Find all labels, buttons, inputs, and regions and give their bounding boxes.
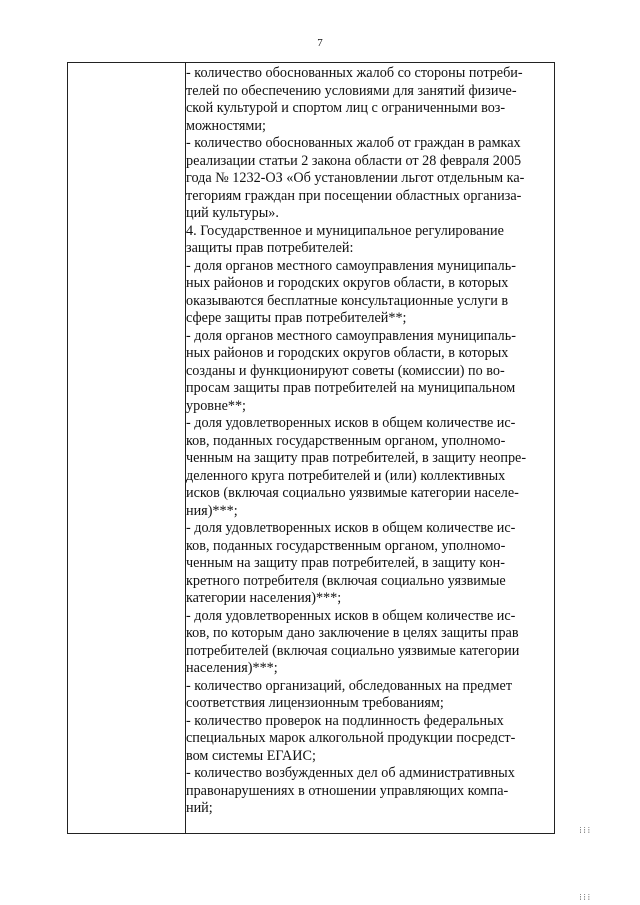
text-line: исков (включая социально уязвимые категории населе- <box>186 485 519 501</box>
document-table <box>67 62 555 834</box>
text-line: - доля удовлетворенных исков в общем количестве ис- <box>186 607 516 624</box>
text-line: - доля удовлетворенных исков в общем количестве ис- <box>186 415 516 431</box>
text-line: вом системы ЕГАИС; <box>186 747 316 764</box>
text-line: уровне**; <box>186 397 246 414</box>
text-line: соответствия лицензионным требованиям; <box>186 695 444 711</box>
scan-mark: ⁞⁞⁞ <box>579 893 592 902</box>
text-line: ков, по которым дано заключение в целях защиты прав <box>186 625 519 641</box>
table-right-column <box>186 65 548 833</box>
text-line: сфере защиты прав потребителей**; <box>186 310 407 326</box>
text-line: - доля удовлетворенных исков в общем количестве ис- <box>186 520 516 536</box>
text-line: просам защиты прав потребителей на муниципальном <box>186 380 516 396</box>
text-line: правонарушениях в отношении управляющих компа- <box>186 782 509 799</box>
text-line: специальных марок алкогольной продукции посредст- <box>186 730 516 746</box>
text-line: потребителей (включая социально уязвимые категории <box>186 642 520 659</box>
text-line: категории населения)***; <box>186 590 342 606</box>
text-line: года № 1232-ОЗ «Об установлении льгот отдельным ка- <box>186 170 525 186</box>
text-line: - количество обоснованных жалоб от граждан в рамках <box>186 135 521 151</box>
text-line: ний; <box>186 800 213 816</box>
text-line: ков, поданных государственным органом, уполномо- <box>186 432 506 449</box>
text-line: - доля органов местного самоуправления муниципаль- <box>186 257 516 274</box>
text-line: оказываются бесплатные консультационные услуги в <box>186 292 509 309</box>
text-line: телей по обеспечению условиями для занятий физиче- <box>186 82 517 99</box>
text-line: ных районов и городских округов области, в которых <box>186 345 509 361</box>
text-line: ченным на защиту прав потребителей, в защиту неопре- <box>186 450 527 466</box>
text-line: реализации статьи 2 закона области от 28 февраля 2005 <box>186 152 522 169</box>
section-heading: 4. Государственное и муниципальное регулирование <box>186 222 504 239</box>
text-line: - количество возбужденных дел об административных <box>186 765 515 781</box>
text-line: - доля органов местного самоуправления муниципаль- <box>186 327 516 344</box>
text-line: ченным на защиту прав потребителей, в защиту кон- <box>186 555 505 571</box>
text-line: - количество проверок на подлинность федеральных <box>186 712 504 729</box>
text-line: ской культурой и спортом лиц с ограниченными воз- <box>186 100 506 116</box>
text-line: - количество обоснованных жалоб со стороны потреби- <box>186 65 523 81</box>
text-line: ций культуры». <box>186 205 279 221</box>
text-line: кретного потребителя (включая социально уязвимые <box>186 572 506 589</box>
scan-mark: ⁞⁞⁞ <box>579 826 592 835</box>
text-line: - количество организаций, обследованных на предмет <box>186 677 513 694</box>
text-line: деленного круга потребителей и (или) коллективных <box>186 467 506 484</box>
text-line: населения)***; <box>186 660 278 676</box>
text-line: ков, поданных государственным органом, уполномо- <box>186 537 506 554</box>
section-heading: защиты прав потребителей: <box>186 240 354 256</box>
table-left-column <box>68 63 186 833</box>
text-line: созданы и функционируют советы (комиссии) по во- <box>186 362 505 379</box>
text-line: ния)***; <box>186 502 238 519</box>
text-line: ных районов и городских округов области, в которых <box>186 275 509 291</box>
text-line: тегориям граждан при посещении областных организа- <box>186 187 522 204</box>
page-number: 7 <box>317 37 323 49</box>
text-line: можностями; <box>186 117 266 134</box>
